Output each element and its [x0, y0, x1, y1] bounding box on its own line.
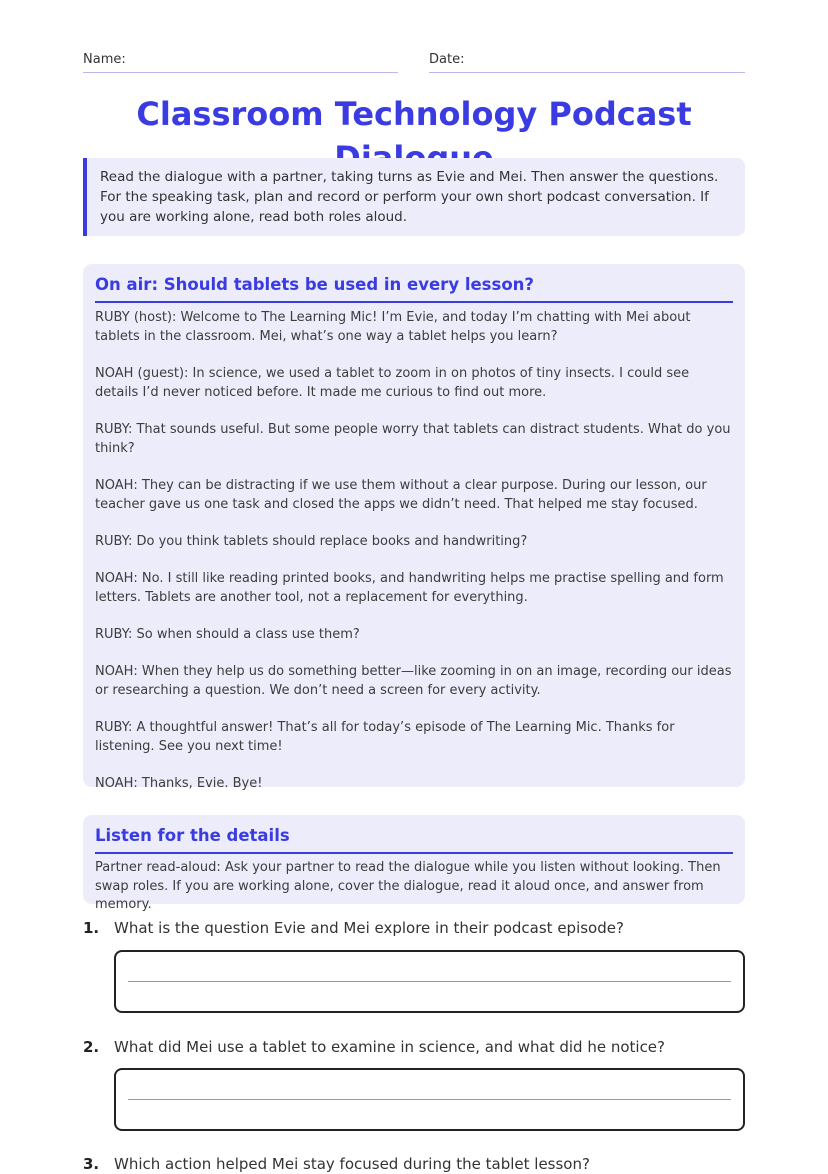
question-text: What did Mei use a tablet to examine in science, and what did he notice?	[114, 1038, 666, 1056]
question-text: Which action helped Mei stay focused during the tablet lesson?	[114, 1155, 590, 1173]
dialogue-line: NOAH: They can be distracting if we use them without a clear purpose. During our lesson, our teacher gave us one task and closed the apps we didn’t need. That helped me stay focused.	[95, 478, 707, 512]
question-text: What is the question Evie and Mei explore in their podcast episode?	[114, 919, 624, 937]
question-number: 1.	[83, 919, 100, 937]
dialogue-line: RUBY: So when should a class use them?	[95, 627, 360, 642]
question-number: 3.	[83, 1155, 100, 1173]
listen-heading: Listen for the details	[95, 825, 733, 854]
answer-box-1[interactable]	[114, 950, 745, 1013]
dialogue-line: NOAH: No. I still like reading printed books, and handwriting helps me practise spelling and form letters. Tablets are another tool, not a replacement for everything.	[95, 571, 724, 605]
dialogue-line: RUBY: That sounds useful. But some people worry that tablets can distract students. What do you think?	[95, 422, 731, 456]
name-field[interactable]	[83, 50, 398, 73]
name-date-row	[83, 50, 745, 74]
answer-line	[128, 981, 731, 982]
answer-box-2[interactable]	[114, 1068, 745, 1131]
instructions-box	[83, 158, 745, 236]
page-title: Classroom Technology Podcast	[136, 95, 692, 133]
listen-instructions: Partner read-aloud: Ask your partner to read the dialogue while you listen without looking. Then swap roles. If you are working alone, cover the dialogue, read it aloud once, and answer from memory.	[95, 860, 721, 912]
date-field[interactable]	[429, 50, 745, 73]
answer-line	[128, 1099, 731, 1100]
dialogue-line: RUBY: Do you think tablets should replace books and handwriting?	[95, 534, 528, 549]
date-label: Date:	[429, 52, 465, 67]
instructions-text: Read the dialogue with a partner, taking turns as Evie and Mei. Then answer the questions. For the speaking task, plan and record or perform your own short podcast conversation. If you are working alone, read both roles aloud.	[100, 169, 719, 225]
dialogue-line: NOAH: Thanks, Evie. Bye!	[95, 776, 263, 791]
dialogue-line: RUBY (host): Welcome to The Learning Mic! I’m Evie, and today I’m chatting with Mei about tablets in the classroom. Mei, what’s one way a tablet helps you learn?	[95, 310, 691, 344]
name-label: Name:	[83, 52, 126, 67]
question-number: 2.	[83, 1038, 100, 1056]
dialogue-line: RUBY: A thoughtful answer! That’s all for today’s episode of The Learning Mic. Thanks for listening. See you next time!	[95, 720, 675, 754]
dialogue-line: NOAH (guest): In science, we used a tablet to zoom in on photos of tiny insects. I could see details I’d never noticed before. It made me curious to find out more.	[95, 366, 690, 400]
dialogue-line: NOAH: When they help us do something better—like zooming in on an image, recording our ideas or researching a question. We don’t need a screen for every activity.	[95, 664, 732, 698]
dialogue-panel	[83, 264, 745, 791]
listen-panel	[83, 815, 745, 912]
dialogue-heading: On air: Should tablets be used in every lesson?	[95, 274, 733, 303]
